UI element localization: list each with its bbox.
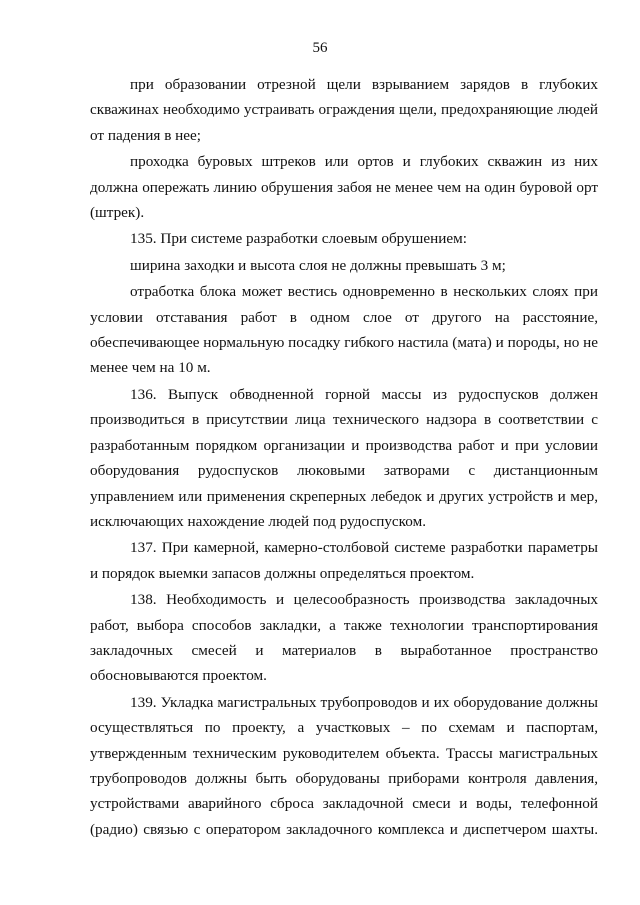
paragraph-fence-slot: при образовании отрезной щели взрыванием зарядов в глубоких скважинах необходимо устраивать ограждения щели, предохраняющие людей от падения в нее;: [90, 76, 598, 144]
paragraph-135-block: отработка блока может вестись одновременно в нескольких слоях при условии отставания работ в одном слое от другого на расстояние, обеспечивающее нормальную посадку гибкого настила (мата) и породы, но не менее чем на 10 м.: [90, 283, 598, 377]
paragraph-135-width: ширина заходки и высота слоя не должны превышать 3 м;: [130, 256, 506, 274]
paragraph-136: 136. Выпуск обводненной горной массы из рудоспусков должен производиться в присутствии лица технического надзора в соответствии с разработанным порядком организации и производства работ и при условии оборудования рудоспусков люковыми затворами с дистанционным управлением или применения скреперных лебедок и других устройств и мер, исключающих нахождение людей под рудоспуском.: [90, 385, 598, 530]
page-number: 56: [312, 40, 328, 56]
paragraph-139: 139. Укладка магистральных трубопроводов и их оборудование должны осуществляться по проекту, а участковых – по схемам и паспортам, утвержденным техническим руководителем объекта. Трассы магистральных трубопроводов должны быть оборудованы приборами контроля давления, устройствами аварийного сброса закладочной смеси и воды, телефонной (радио) связью с оператором закладочного комплекса и диспетчером шахты.: [90, 693, 598, 838]
paragraph-135-heading: 135. При системе разработки слоевым обрушением:: [130, 230, 467, 248]
paragraph-137: 137. При камерной, камерно-столбовой системе разработки параметры и порядок выемки запасов должны определяться проектом.: [90, 539, 598, 582]
paragraph-drill-drift: проходка буровых штреков или ортов и глубоких скважин из них должна опережать линию обрушения забоя не менее чем на один буровой орт (штрек).: [90, 153, 598, 222]
paragraph-138: 138. Необходимость и целесообразность производства закладочных работ, выбора способов закладки, а также технологии транспортирования закладочных смесей и материалов в выработанное пространство обосновываются проектом.: [90, 591, 598, 685]
document-body: [90, 72, 598, 842]
